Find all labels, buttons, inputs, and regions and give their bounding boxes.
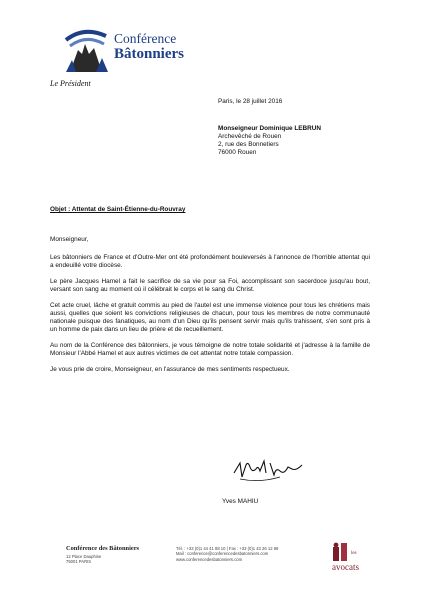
salutation: Monseigneur, <box>50 236 89 243</box>
signer-name: Yves MAHIU <box>222 498 259 505</box>
footer-org: Conférence des Bâtonniers <box>66 545 140 552</box>
recipient-city: 76000 Rouen <box>218 149 257 156</box>
body-paragraph: Le père Jacques Hamel a fait le sacrifice de sa vie pour sa Foi, accomplissant son sacerdoce jusqu'au bout, versant son sang au moment où il célébrait le corps et le sang du Christ. <box>50 278 370 293</box>
brand-line-2: Bâtonniers <box>114 46 185 62</box>
avocats-logo-icon <box>330 541 350 563</box>
recipient-street: 2, rue des Bonnetiers <box>218 141 279 148</box>
closing-paragraph: Je vous prie de croire, Monseigneur, en l'assurance de mes sentiments respectueux. <box>50 366 290 373</box>
footer-phone-fax: Tél. : +33 (0)1 44 41 88 10 | Fax : +33 (0)1 43 26 12 69 <box>176 546 279 551</box>
subject-line: Objet : Attentat de Saint-Étienne-du-Rouvray <box>50 206 186 213</box>
date-line: Paris, le 28 juillet 2016 <box>218 98 283 105</box>
footer-email: Mail : conference@conferencedesbatonniers.com <box>176 551 269 557</box>
recipient-block <box>218 125 321 157</box>
footer-address-line: 75001 PARIS <box>66 559 92 564</box>
footer-address-line: 12 Place Dauphine <box>66 554 102 559</box>
footer-address <box>66 554 101 564</box>
body-paragraph: Cet acte cruel, lâche et gratuit commis au pied de l'autel est une immense violence pour tous les chrétiens mais aussi, quelles que soient les convictions religieuses de chacun, pour tous les membres de notre communauté nationale puisque des fanatiques, au nom d'un Dieu qu'ils pensent servir mais qu'ils trahissent, s'en sont pris à un homme de paix dans un lieu de prière et de recueillement. <box>50 302 370 333</box>
avocats-label: avocats <box>332 562 359 572</box>
letter-body <box>50 236 370 382</box>
recipient-title: Archevêché de Rouen <box>218 133 282 140</box>
handwritten-signature-icon <box>230 455 310 487</box>
recipient-name: Monseigneur Dominique LEBRUN <box>218 125 321 132</box>
footer-website: www.conferencedesbatonniers.com <box>176 556 243 562</box>
brand-line-1: Conférence <box>114 31 177 46</box>
body-paragraph: Les bâtonniers de France et d'Outre-Mer ont été profondément bouleversés à l'annonce de l'horrible attentat qui a endeuillé votre diocèse. <box>50 254 370 269</box>
conference-logo-icon <box>58 24 112 74</box>
sender-role: Le Président <box>50 79 91 88</box>
body-paragraph: Au nom de la Conférence des bâtonniers, je vous témoigne de notre totale solidarité et j'adresse à la famille de Monsieur l'Abbé Hamel et aux autres victimes de cet attentat notre totale compassion. <box>50 342 370 357</box>
footer-contact <box>176 546 278 562</box>
avocats-label-small: les <box>351 551 357 556</box>
